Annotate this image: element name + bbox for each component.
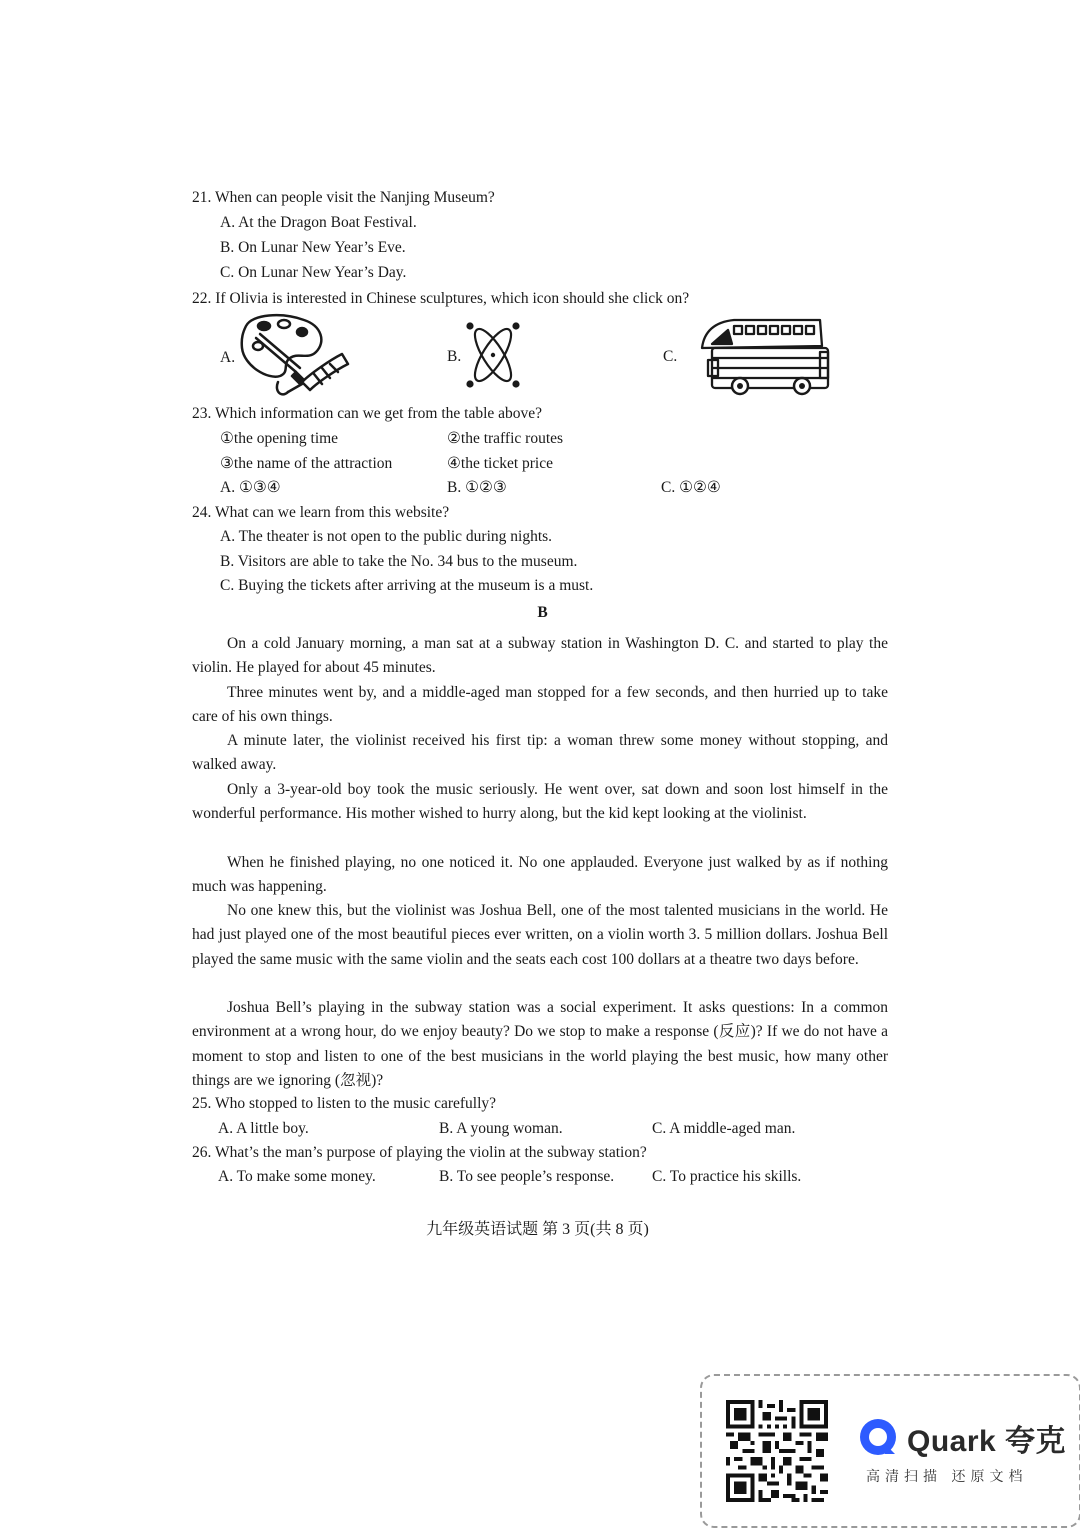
q26-option-b: B. To see people’s response. (439, 1168, 615, 1185)
q23-item-3: ③the name of the attraction (220, 455, 393, 472)
q22-stem: 22. If Olivia is interested in Chinese sculptures, which icon should she click on? (192, 290, 690, 307)
atom-science-icon (462, 318, 524, 392)
qr-code-icon (726, 1400, 828, 1502)
q22-option-b-label: B. (447, 348, 462, 365)
q26-option-a: A. To make some money. (218, 1168, 376, 1185)
q21-stem: 21. When can people visit the Nanjing Museum? (192, 189, 495, 206)
quark-brand-name: Quark 夸克 (907, 1425, 1067, 1458)
train-bus-transport-icon (690, 316, 830, 396)
q22-option-c-label: C. (663, 348, 678, 365)
passage-paragraph-3: A minute later, the violinist received his first tip: a woman threw some money without stopping, and walked away. (192, 732, 888, 774)
q23-stem: 23. Which information can we get from the table above? (192, 405, 543, 422)
q24-stem: 24. What can we learn from this website? (192, 504, 450, 521)
q24-option-c: C. Buying the tickets after arriving at the museum is a must. (220, 577, 594, 594)
q25-stem: 25. Who stopped to listen to the music carefully? (192, 1095, 497, 1112)
passage-paragraph-7: Joshua Bell’s playing in the subway station was a social experiment. It asks questions: In a common environment at a wrong hour, do we enjoy beauty? Do we stop to make a response (反应)? If we do not have a moment to stop and listen to one of the best musicians in the world playing the best music, how many other things are we ignoring (忽视)? (192, 999, 888, 1089)
q25-option-b: B. A young woman. (439, 1120, 563, 1137)
passage-paragraph-2: Three minutes went by, and a middle-aged man stopped for a few seconds, and then hurried up to take care of his own things. (192, 684, 888, 726)
q23-item-4: ④the ticket price (447, 455, 553, 472)
q21-option-a: A. At the Dragon Boat Festival. (220, 214, 417, 231)
q21-option-b: B. On Lunar New Year’s Eve. (220, 239, 406, 256)
quark-watermark (700, 1374, 1080, 1528)
q23-option-c: C. ①②④ (661, 479, 721, 496)
q25-option-a: A. A little boy. (218, 1120, 309, 1137)
q26-stem: 26. What’s the man’s purpose of playing the violin at the subway station? (192, 1144, 647, 1161)
q23-item-1: ①the opening time (220, 430, 339, 447)
q24-option-a: A. The theater is not open to the public during nights. (220, 528, 553, 545)
q25-option-c: C. A middle-aged man. (652, 1120, 796, 1137)
q26-option-c: C. To practice his skills. (652, 1168, 802, 1185)
passage-paragraph-4: Only a 3-year-old boy took the music seriously. He went over, sat down and soon lost himself in the wonderful performance. His mother wished to hurry along, but the kid kept looking at the violinist. (192, 781, 888, 823)
q23-option-b: B. ①②③ (447, 479, 507, 496)
passage-paragraph-6: No one knew this, but the violinist was Joshua Bell, one of the most talented musicians in the world. He had just played one of the most beautiful pieces ever written, on a violin worth 3. 5 million dollars. Joshua Bell played the same music with the same violin and the seats each cost 100 dollars at a theatre two days before. (192, 902, 888, 968)
quark-tagline: 高清扫描 还原文档 (866, 1469, 1028, 1485)
q21-option-c: C. On Lunar New Year’s Day. (220, 264, 407, 281)
passage-paragraph-1: On a cold January morning, a man sat at a subway station in Washington D. C. and started to play the violin. He played for about 45 minutes. (192, 635, 888, 677)
page-footer: 九年级英语试题 第 3 页(共 8 页) (426, 1221, 649, 1238)
art-palette-icon (238, 312, 353, 400)
passage-paragraph-5: When he finished playing, no one noticed it. No one applauded. Everyone just walked by as if nothing much was happening. (192, 854, 888, 896)
q23-option-a: A. ①③④ (220, 479, 281, 496)
q22-option-a-label: A. (220, 349, 236, 366)
q24-option-b: B. Visitors are able to take the No. 34 bus to the museum. (220, 553, 578, 570)
section-b-heading: B (537, 604, 548, 621)
quark-logo-icon (857, 1416, 899, 1463)
q23-item-2: ②the traffic routes (447, 430, 564, 447)
